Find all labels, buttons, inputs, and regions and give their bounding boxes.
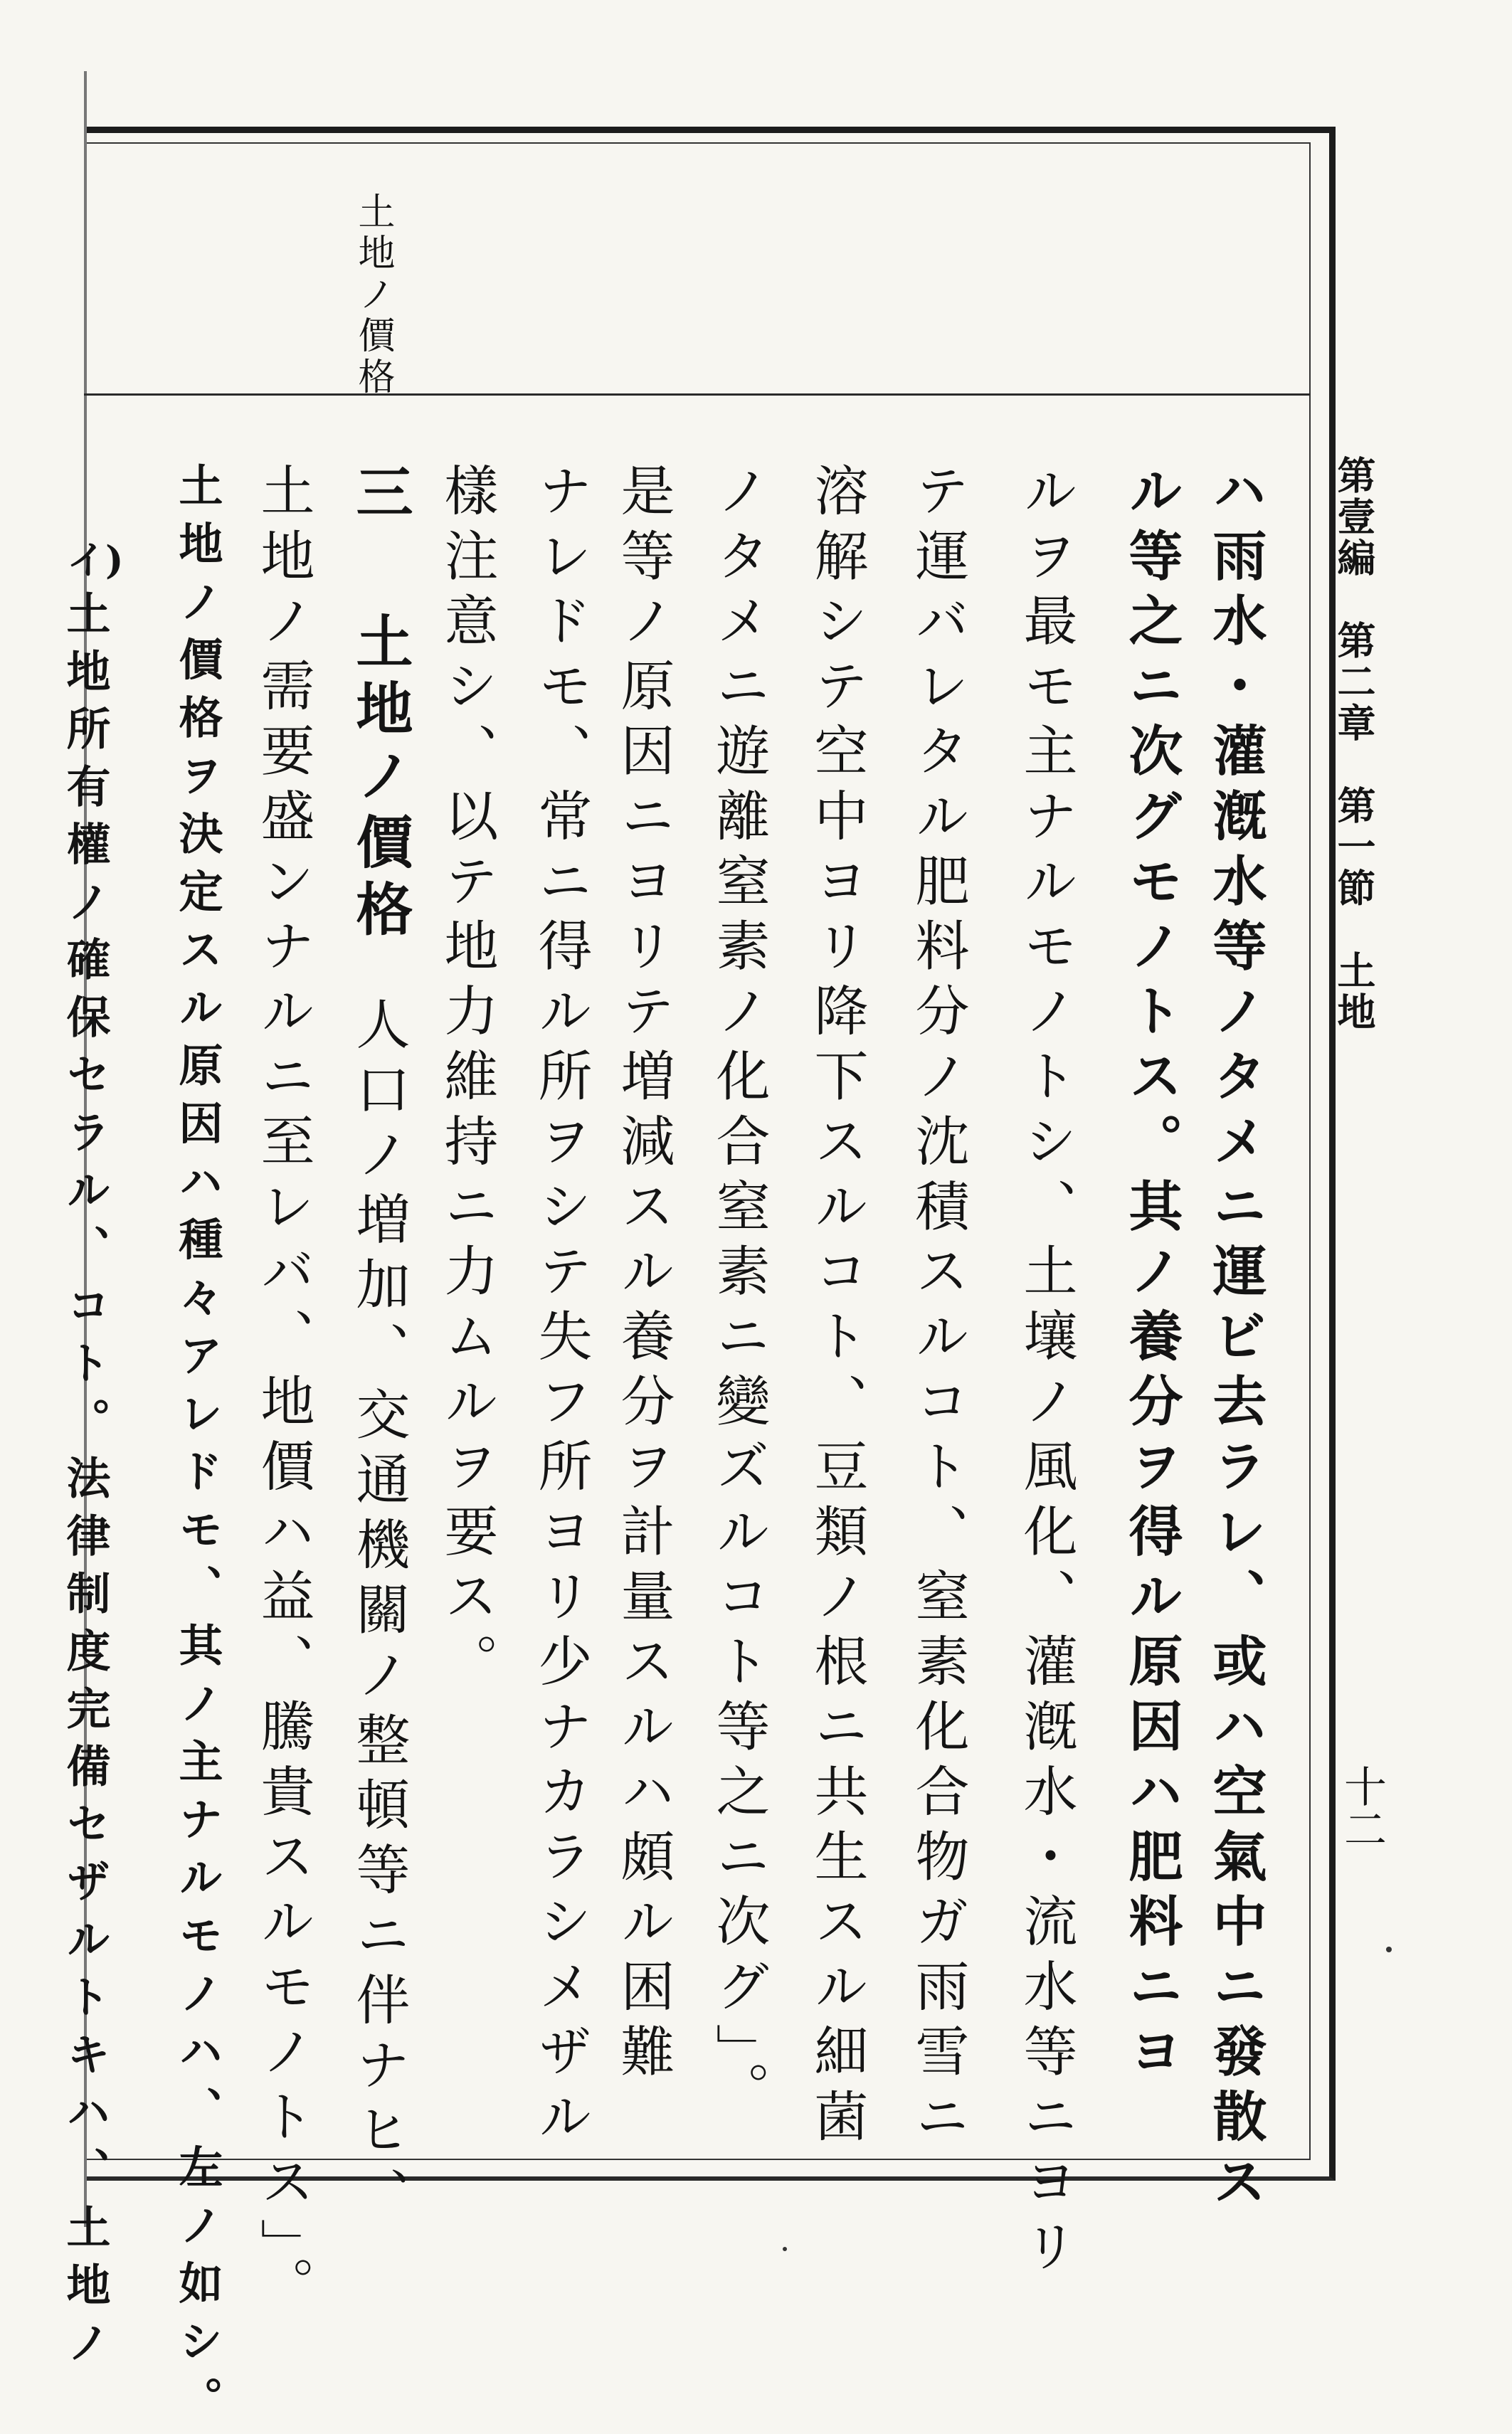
page-heading-title: 土地ノ價格 <box>351 192 394 398</box>
section-title: 土地ノ價格 <box>347 612 413 946</box>
print-speck <box>1386 1947 1392 1952</box>
section-number: 三 <box>347 462 413 519</box>
section-line: 土地ノ需要盛ンナルニ至レバ、地價ハ益、騰貴スルモノトス」。 <box>252 462 315 2322</box>
body-line: ノタメニ遊離窒素ノ化合窒素ニ變ズルコト等之ニ次グ」。 <box>707 462 771 2127</box>
body-line: ナレドモ、常ニ得ル所ヲシテ失フ所ヨリ少ナカラシメザル <box>529 462 593 2154</box>
list-item-text: 土地所有權ノ確保セラル、コト。法律制度完備セザルトキハ、土地ノ <box>59 591 111 2377</box>
section-intro: 人口ノ増加、交通機關ノ整頓等ニ伴ナヒ、 <box>347 996 411 2232</box>
section-line: 土地ノ價格ヲ決定スル原因ハ種々アレドモ、其ノ主ナルモノハ、左ノ如シ。 <box>171 462 223 2434</box>
body-line: 是等ノ原因ニヨリテ増減スル養分ヲ計量スルハ頗ル困難 <box>612 462 675 2088</box>
header-rule <box>84 393 1311 396</box>
body-line: ル等之ニ次グモノトス。其ノ養分ヲ得ル原因ハ肥料ニヨ <box>1120 462 1183 2088</box>
body-line: 樣注意シ、以テ地力維持ニ力ムルヲ要ス。 <box>435 462 499 1698</box>
body-line: ルヲ最モ主ナルモノトシ、土壤ノ風化、灌漑水・流水等ニヨリ <box>1015 462 1078 2284</box>
list-item-marker: イ) <box>67 537 124 583</box>
print-speck <box>783 2247 787 2251</box>
running-head: 第壹編 第二章 第一節 土地 <box>1331 455 1377 1033</box>
page-number: 十二 <box>1337 1764 1387 1850</box>
body-line: 溶解シテ空中ヨリ降下スルコト、豆類ノ根ニ共生スル細菌 <box>805 462 869 2154</box>
body-line: テ運バレタル肥料分ノ沈積スルコト、窒素化合物ガ雨雪ニ <box>906 462 970 2154</box>
body-line: ハ雨水・灌漑水等ノタメニ運ビ去ラレ、或ハ空氣中ニ發散ス <box>1204 462 1267 2218</box>
